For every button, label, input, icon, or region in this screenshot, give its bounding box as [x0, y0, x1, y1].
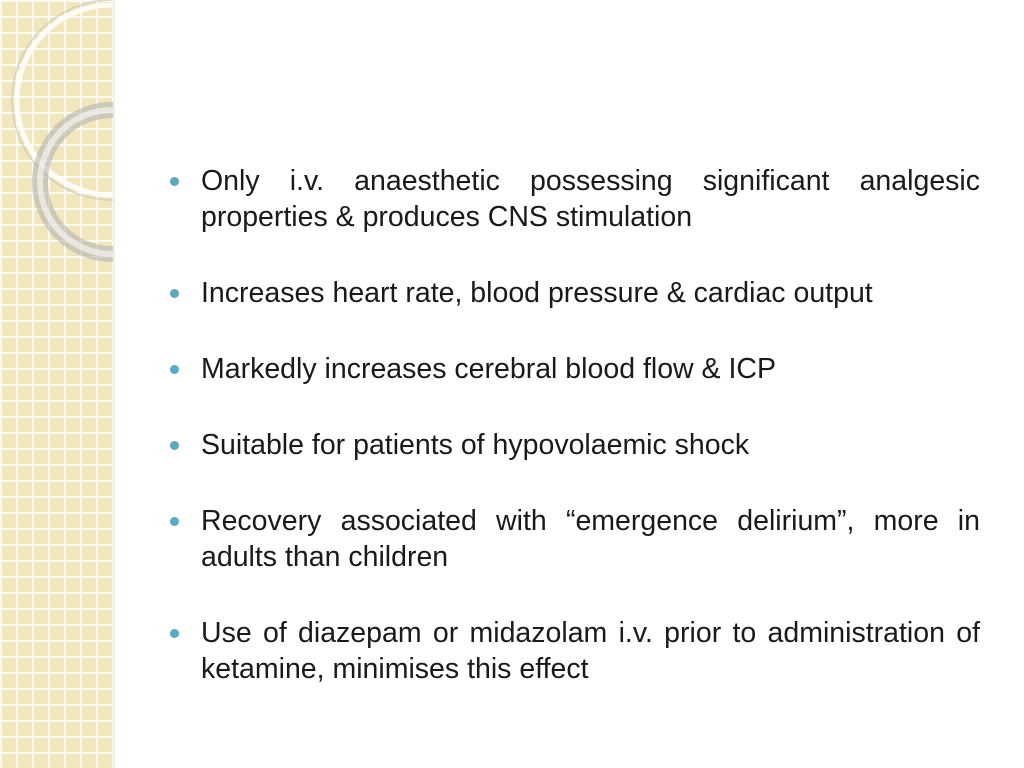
ring-decoration-icon	[0, 0, 113, 768]
side-band-edge	[113, 0, 116, 768]
bullet-text: Only i.v. anaesthetic possessing significant analgesic properties & produces CNS stimulation	[201, 165, 980, 233]
bullet-dot-icon	[170, 441, 179, 450]
bullet-text: Use of diazepam or midazolam i.v. prior to administration of ketamine, minimises this effect	[201, 617, 980, 685]
bullet-text: Recovery associated with “emergence delirium”, more in adults than children	[201, 505, 980, 573]
decorative-side-band	[0, 0, 113, 768]
bullet-item	[170, 275, 980, 311]
bullet-text: Markedly increases cerebral blood flow & ICP	[201, 353, 776, 385]
bullet-item	[170, 615, 980, 687]
bullet-item	[170, 351, 980, 387]
bullet-list	[170, 163, 980, 687]
bullet-item	[170, 427, 980, 463]
bullet-dot-icon	[170, 365, 179, 374]
slide-content	[170, 163, 980, 727]
bullet-dot-icon	[170, 289, 179, 298]
bullet-dot-icon	[170, 629, 179, 638]
bullet-dot-icon	[170, 517, 179, 526]
bullet-text: Increases heart rate, blood pressure & cardiac output	[201, 277, 873, 309]
bullet-text: Suitable for patients of hypovolaemic shock	[201, 429, 750, 461]
bullet-item	[170, 503, 980, 575]
bullet-item	[170, 163, 980, 235]
bullet-dot-icon	[170, 177, 179, 186]
